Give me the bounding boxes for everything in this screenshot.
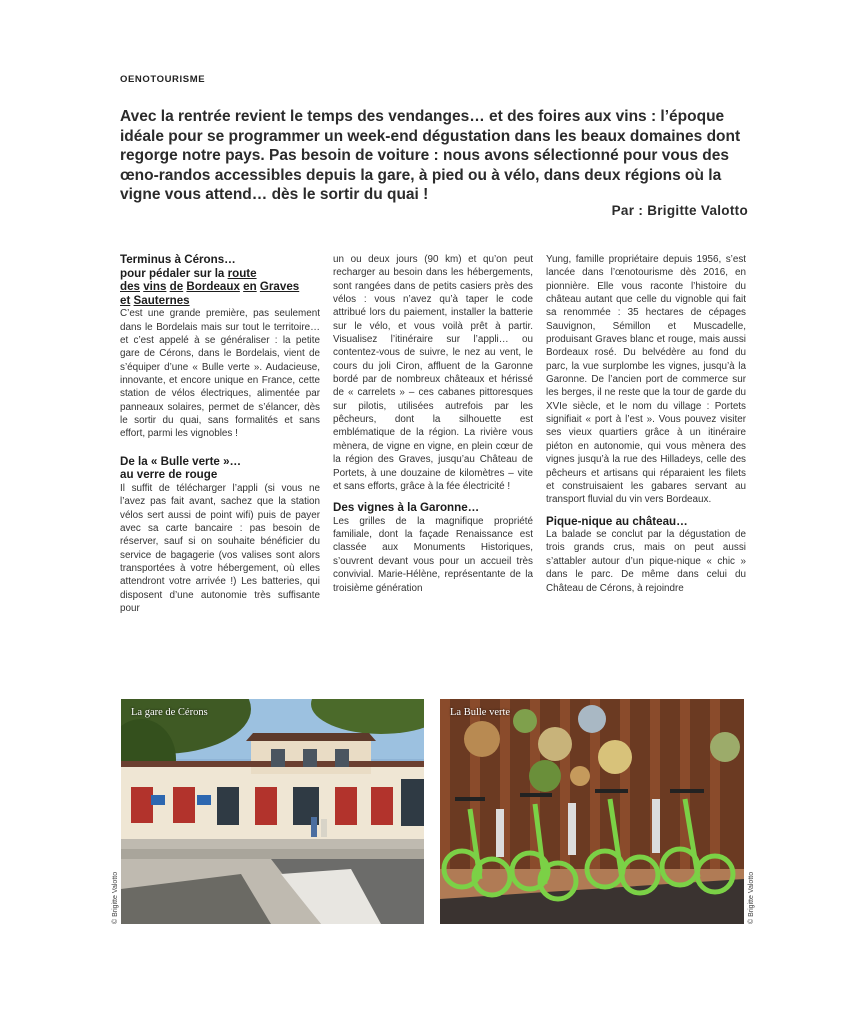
heading-link-bordeaux[interactable]: Bordeaux <box>186 280 240 294</box>
paragraph-bulle: Il suffit de télécharger l’appli (si vous ne l’avez pas fait avant, sachez que la station vélos sert aussi de point wifi) puis de payer avec sa carte bancaire : pas besoin de réserver, sauf si on souhaite bénéficier du service de bagagerie (vos valises sont alors transportées à votre hébergement, où elles attendront votre arrivée !) Les batteries, qui disposent d’une autonomie très suffisante pour <box>120 483 320 615</box>
byline: Par : Brigitte Valotto <box>611 203 748 218</box>
section-heading-picnic: Pique-nique au château… <box>546 514 688 528</box>
heading-link-sauternes[interactable]: Sauternes <box>133 293 190 307</box>
bike-station-illustration <box>440 699 744 924</box>
paragraph-garonne: Les grilles de la magnifique propriété familiale, dont la façade Renaissance est classée aux Monuments Historiques, s’ouvrent devant vous pour un accueil très convivial. Marie-Hélène, représentante de la troisième génération <box>333 515 533 594</box>
station-illustration <box>121 699 424 924</box>
paragraph-chateau: Yung, famille propriétaire depuis 1956, s’est lancée dans l’œnotourisme dès 2016, en pionnière. Elle vous raconte l’histoire du château autant que celle du vignoble qui fait sa renommée : 35 hectares de cépages Sauvignon, Sémillon et Muscadelle, produisant Graves blanc et rouge, mais aussi Bordeaux rosé. Du belvédère au fond du parc, la vue surplombe les vignes, jusqu’à la Garonne. De l’ancien port de commerce sur les berges, il ne reste que la tour de garde du XVIe siècle, et le nom du village : Portets signifiait « port à l’est ». Vous pouvez visiter ses vieux quartiers grâce à un itinéraire piéton en autonomie, qui vous mènera des vignes jusqu’à la rue des Hilladeys, celle des pêcheurs et artisans qui réparaient les filets et construisaient les gabares servant au transport fluvial du vin vers Bordeaux. <box>546 254 746 506</box>
heading-link-vins[interactable]: vins <box>143 280 167 294</box>
intro-paragraph: Avec la rentrée revient le temps des vendanges… et des foires aux vins : l’époque idéale pour se programmer un week-end dégustation dans les beaux domaines dont regorge notre pays. Pas besoin de voiture : nous avons sélectionné pour vous des œno-randos accessibles depuis la gare, à pied ou à vélo, dans deux régions où la vigne vous attend… dès le sortir du quai ! <box>120 108 741 204</box>
section-heading-bulle <box>120 455 320 482</box>
article-column-1 <box>120 253 320 615</box>
photo-credit-right: © Brigitte Valotto <box>748 871 755 924</box>
paragraph-picnic: La balade se conclut par la dégustation de trois grands crus, mais on peut aussi s’attabler autour d’un pique-nique « chic » dans le parc. De même dans celui du Château de Cérons, à rejoindre <box>546 529 746 594</box>
article-column-3 <box>546 253 746 595</box>
heading-link-en[interactable]: en <box>243 280 257 294</box>
section-heading-terminus <box>120 253 320 307</box>
photo-caption-bikes: La Bulle verte <box>450 707 511 718</box>
heading-line: De la « Bulle verte »… <box>120 454 242 468</box>
heading-link-de[interactable]: de <box>169 280 184 294</box>
heading-link-graves[interactable]: Graves <box>259 280 300 294</box>
photo-caption-station: La gare de Cérons <box>131 707 208 718</box>
heading-line <box>120 294 320 308</box>
heading-line <box>120 280 320 294</box>
heading-link-et[interactable]: et <box>120 293 131 307</box>
route-link[interactable]: route <box>227 266 257 280</box>
heading-line: au verre de rouge <box>120 468 218 482</box>
rubric-label: OENOTOURISME <box>120 74 206 85</box>
heading-line: Terminus à Cérons… <box>120 253 236 266</box>
heading-link-des[interactable]: des <box>120 280 140 294</box>
paragraph-terminus: C’est une grande première, pas seulement dans le Bordelais mais sur tout le territoire… et c’est appelé à se généraliser : la petite gare de Cérons, dans le Bordelais, vient de s’équiper d’une « Bulle verte ». Audacieuse, innovante, et encore unique en France, cette station de vélos électriques, alimentée par panneaux solaires, permet de s’élancer, dès le sortir du quai, sans formalités et sans effort, parmi les vignobles ! <box>120 308 320 440</box>
article-column-2 <box>333 253 533 595</box>
section-heading-garonne: Des vignes à la Garonne… <box>333 501 480 515</box>
photo-station <box>121 699 424 924</box>
photo-bikes <box>440 699 744 924</box>
heading-line <box>120 267 320 281</box>
heading-text: pour pédaler sur la <box>120 266 228 280</box>
paragraph-continued: un ou deux jours (90 km) et qu’on peut recharger au besoin dans les hébergements, sont rangées dans de petits casiers près des vélos : vous n’avez qu’à taper le code attribué lors du paiement, installer la batterie sur le vélo, et vous voilà prêt à partir. Visualisez l’itinéraire sur l’appli… ou contentez-vous de suivre, le nez au vent, le cours du joli Ciron, affluent de la Garonne bordé par de nombreux châteaux et hérissé de « carrelets » – ces cabanes pittoresques sur pilotis, utilisées autrefois par les pêcheurs, dont la silhouette est emblématique de la région. La rivière vous mènera, de vigne en vigne, en plein cœur de la région des Graves, jusqu’au Château de Portets, à une douzaine de kilomètres – vite et sans efforts, grâce à la fée électricité ! <box>333 254 533 492</box>
photo-credit-left: © Brigitte Valotto <box>112 871 119 924</box>
